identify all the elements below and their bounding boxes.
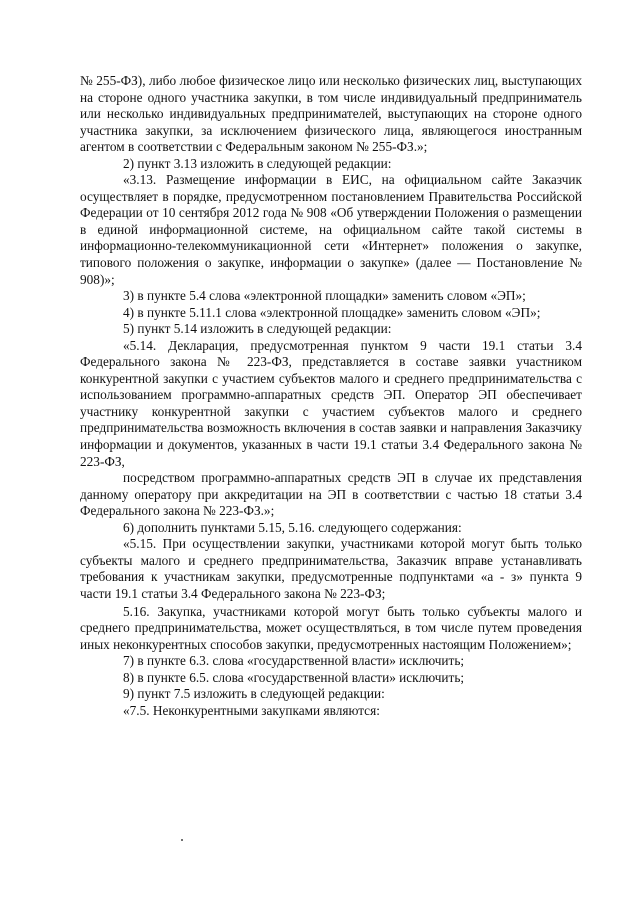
paragraph-item-5: 5) пункт 5.14 изложить в следующей редакции: — [123, 321, 392, 337]
paragraph-clause-3-13: «3.13. Размещение информации в ЕИС, на официальном сайте Заказчик осуществляет в порядке, предусмотренном постановлением Правительства Российской Федерации от 10 сентября 2012 года № 908 «Об утверждении Положения о размещении в единой информационной системе, на официальном сайте такой системы в информационно-телекоммуникационной сети «Интернет» положения о закупке, типового положения о закупке, информации о закупке» (далее — Постановление № 908)»; — [80, 172, 582, 287]
paragraph-clause-5-15: «5.15. При осуществлении закупки, участниками которой могут быть только субъекты малого и среднего предпринимательства, Заказчик вправе устанавливать требования к участникам закупки, предусмотренные подпунктами «а - з» пункта 9 части 19.1 статьи 3.4 Федерального закона № 223-ФЗ; — [80, 536, 582, 601]
paragraph-item-7: 7) в пункте 6.3. слова «государственной власти» исключить; — [123, 653, 465, 669]
paragraph-item-3: 3) в пункте 5.4 слова «электронной площадки» заменить словом «ЭП»; — [123, 288, 526, 304]
paragraph-item-8: 8) в пункте 6.5. слова «государственной власти» исключить; — [123, 669, 465, 685]
paragraph-continuation: № 255-ФЗ), либо любое физическое лицо или несколько физических лиц, выступающих на стороне одного участника закупки, в том числе индивидуальный предприниматель или несколько индивидуальных предпринимателей, выступающих на стороне одного участника закупки, за исключением физического лица, являющегося иностранным агентом в соответствии с Федеральным законом № 255-ФЗ.»; — [80, 73, 582, 155]
paragraph-clause-5-14: «5.14. Декларация, предусмотренная пунктом 9 части 19.1 статьи 3.4 Федерального закона № 223-ФЗ, представляется в составе заявки участником конкурентной закупки с участием субъектов малого и среднего предпринимательства с использованием программно-аппаратных средств ЭП. Оператор ЭП обеспечивает участнику конкурентной закупки с участием субъектов малого и среднего предпринимательства возможность включения в состав заявки и направления Заказчику информации и документов, указанных в части 19.1 статьи 3.4 Федерального закона № 223-ФЗ, — [80, 337, 582, 469]
paragraph-item-4: 4) в пункте 5.11.1 слова «электронной площадке» заменить словом «ЭП»; — [123, 304, 541, 320]
paragraph-clause-5-16: 5.16. Закупка, участниками которой могут быть только субъекты малого и среднего предпринимательства, может осуществляться, в том числе путем проведения иных неконкурентных способов закупки, предусмотренных настоящим Положением»; — [80, 603, 582, 652]
paragraph-item-6: 6) дополнить пунктами 5.15, 5.16. следующего содержания: — [123, 519, 462, 535]
paragraph-clause-7-5: «7.5. Неконкурентными закупками являются: — [123, 702, 380, 718]
paragraph-item-9: 9) пункт 7.5 изложить в следующей редакции: — [123, 686, 385, 702]
paragraph-item-2: 2) пункт 3.13 изложить в следующей редакции: — [123, 155, 392, 171]
scan-speck — [181, 839, 183, 841]
paragraph-clause-5-14-continued: посредством программно-аппаратных средств ЭП в случае их представления данному оператору при аккредитации на ЭП в соответствии с частью 18 статьи 3.4 Федерального закона № 223-ФЗ.»; — [80, 470, 582, 519]
document-body — [80, 73, 582, 719]
